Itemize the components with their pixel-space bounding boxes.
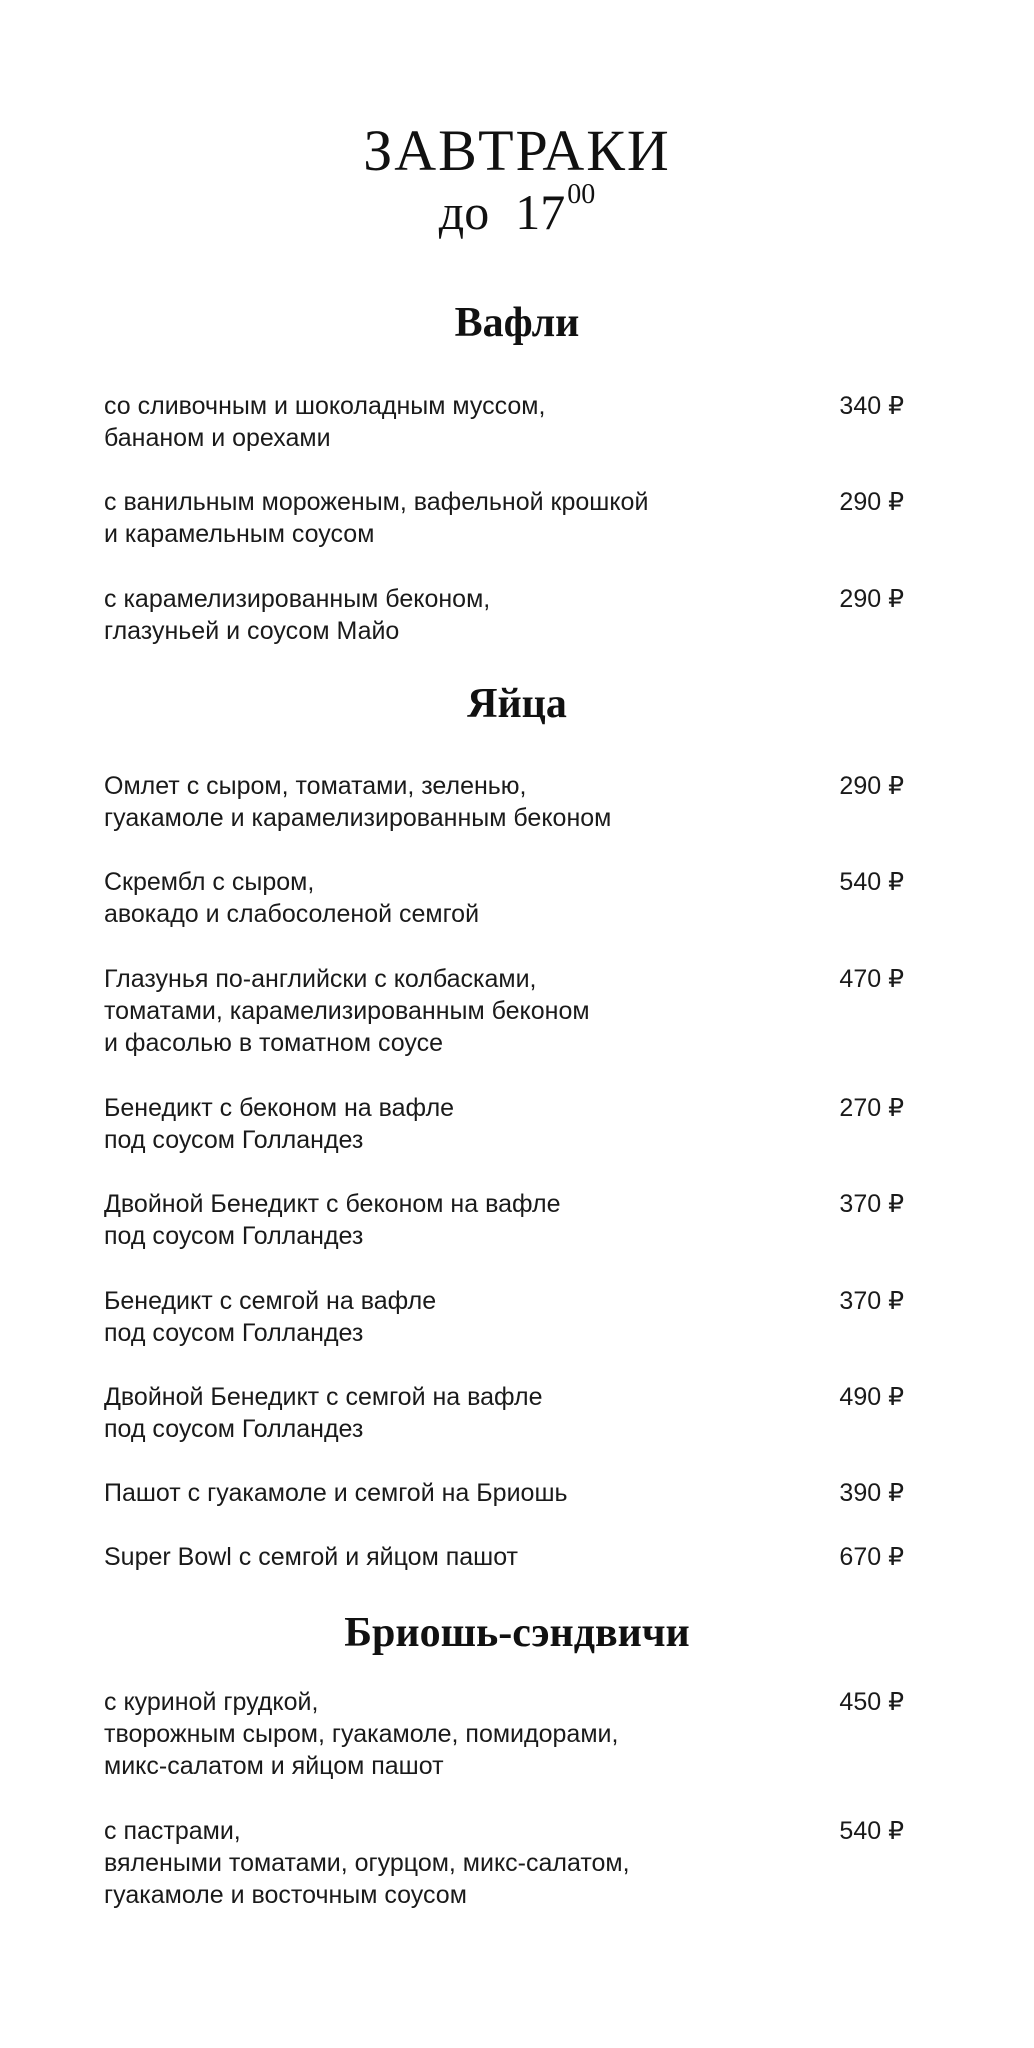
page-title: ЗАВТРАКИ <box>363 118 671 183</box>
menu-item-price: 290 ₽ <box>839 585 904 613</box>
menu-item-description: с пастрами, вялеными томатами, огурцом, микс-салатом, гуакамоле и восточным соусом <box>104 1817 630 1909</box>
menu-item <box>104 963 904 1059</box>
menu-item <box>104 583 904 647</box>
menu-item-description: Скрембл с сыром, авокадо и слабосоленой семгой <box>104 868 480 928</box>
menu-item <box>104 866 904 930</box>
serving-time <box>0 179 1034 240</box>
serving-time-hour: 17 <box>515 184 566 240</box>
menu-item-price: 370 ₽ <box>839 1190 904 1218</box>
menu-item <box>104 1188 904 1252</box>
menu-item-price: 270 ₽ <box>839 1094 904 1122</box>
menu-item-price: 340 ₽ <box>839 392 904 420</box>
menu-item-description: с ванильным мороженым, вафельной крошкой и карамельным соусом <box>104 488 649 548</box>
menu-item-description: Двойной Бенедикт с беконом на вафле под соусом Голландез <box>104 1190 561 1250</box>
menu-item-price: 370 ₽ <box>839 1287 904 1315</box>
menu-item-description: Бенедикт с семгой на вафле под соусом Голландез <box>104 1287 437 1347</box>
section-title-waffles: Вафли <box>454 300 580 346</box>
menu-item-price: 390 ₽ <box>839 1479 904 1507</box>
menu-item-price: 540 ₽ <box>839 1817 904 1845</box>
menu-item <box>104 770 904 834</box>
section-title-eggs: Яйца <box>467 681 567 727</box>
menu-item <box>104 1381 904 1445</box>
menu-item-description: Пашот с гуакамоле и семгой на Бриошь <box>104 1479 568 1507</box>
menu-item <box>104 1686 904 1782</box>
menu-item-price: 450 ₽ <box>839 1688 904 1716</box>
menu-item-description: Двойной Бенедикт с семгой на вафле под соусом Голландез <box>104 1383 543 1443</box>
menu-item <box>104 1092 904 1156</box>
menu-item-price: 670 ₽ <box>839 1543 904 1571</box>
menu-item-price: 290 ₽ <box>839 488 904 516</box>
menu-item-description: Омлет с сыром, томатами, зеленью, гуакамоле и карамелизированным беконом <box>104 772 612 832</box>
menu-item <box>104 1541 904 1573</box>
menu-item <box>104 1285 904 1349</box>
menu-item <box>104 390 904 454</box>
menu-item-description: Бенедикт с беконом на вафле под соусом Голландез <box>104 1094 455 1154</box>
serving-time-minutes: 00 <box>567 179 596 210</box>
menu-item <box>104 1815 904 1911</box>
menu-header <box>0 118 1034 240</box>
menu-item <box>104 1477 904 1509</box>
menu-item-price: 470 ₽ <box>839 965 904 993</box>
serving-time-prefix: до <box>438 184 490 240</box>
menu-item-price: 490 ₽ <box>839 1383 904 1411</box>
menu-item-description: с карамелизированным беконом, глазуньей и соусом Майо <box>104 585 491 645</box>
menu-item-description: с куриной грудкой, творожным сыром, гуакамоле, помидорами, микс-салатом и яйцом пашот <box>104 1688 619 1780</box>
menu-item-description: Super Bowl с семгой и яйцом пашот <box>104 1543 519 1571</box>
menu-item-price: 540 ₽ <box>839 868 904 896</box>
menu-item <box>104 486 904 550</box>
menu-item-price: 290 ₽ <box>839 772 904 800</box>
section-title-brioche-sandwiches: Бриошь-сэндвичи <box>344 1610 690 1656</box>
menu-item-description: Глазунья по-английски с колбасками, томатами, карамелизированным беконом и фасолью в томатном соусе <box>104 965 590 1057</box>
menu-item-description: со сливочным и шоколадным муссом, бананом и орехами <box>104 392 546 452</box>
